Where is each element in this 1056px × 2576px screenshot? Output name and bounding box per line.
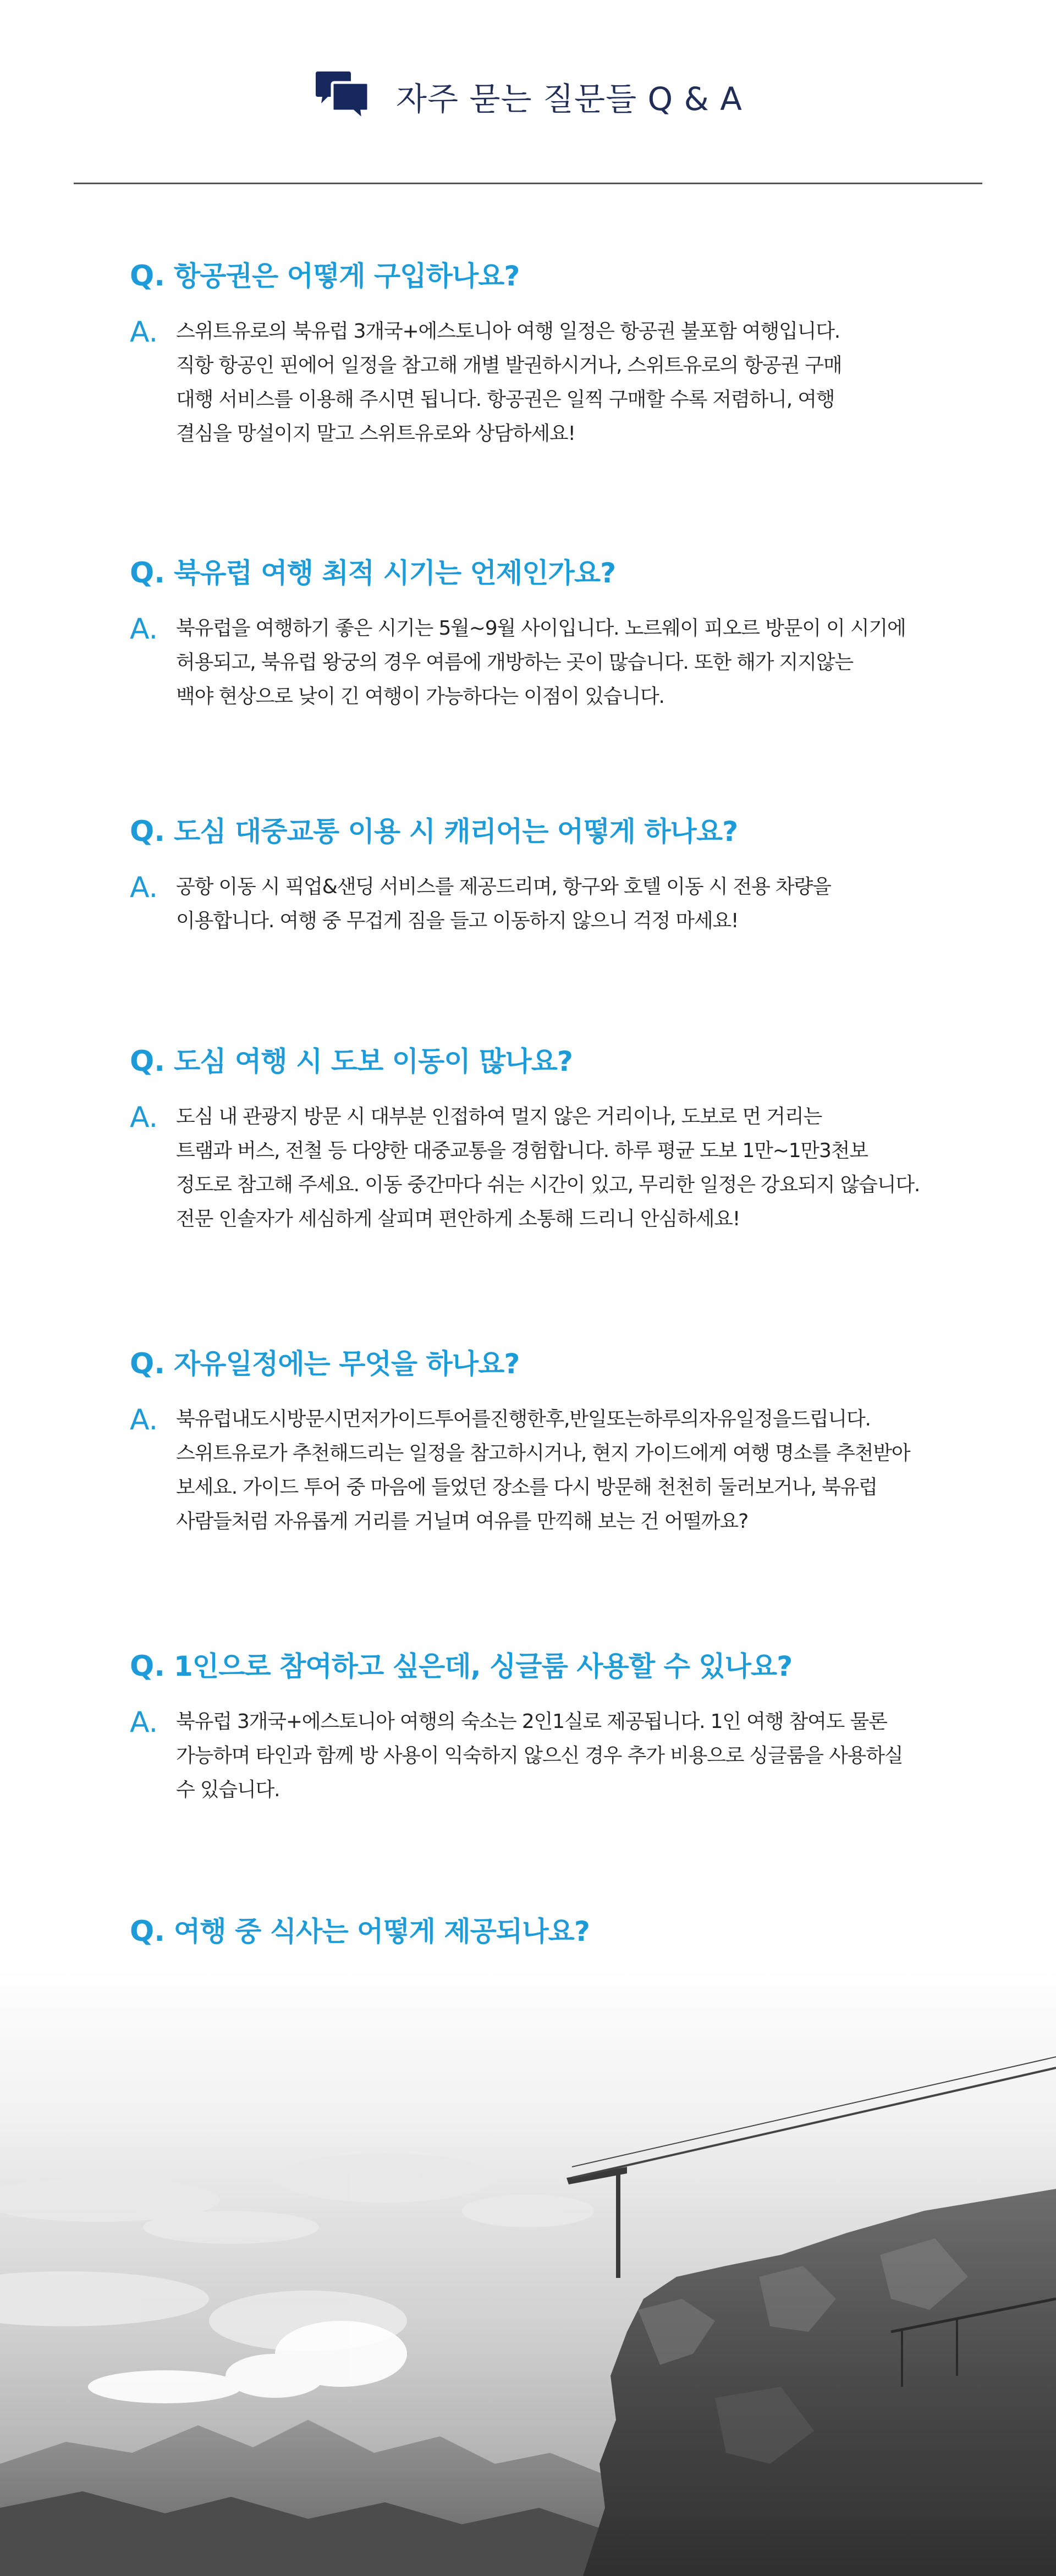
answer-line: 보세요. 가이드 투어 중 마음에 들었던 장소를 다시 방문해 천천히 둘러보거나, 북유럽 (176, 1476, 877, 1499)
answer-mark: A. (130, 871, 158, 904)
answer-line: 결심을 망설이지 말고 스위트유로와 상담하세요! (176, 422, 575, 445)
answer-text (176, 873, 955, 940)
faq-header (0, 70, 1056, 122)
answer-line: 직항 항공인 핀에어 일정을 참고해 개별 발권하시거나, 스위트유로의 항공권 구매 (176, 354, 842, 377)
answer-mark: A. (130, 1101, 158, 1134)
question-mark: Q. (130, 1650, 165, 1683)
question-row (130, 1644, 955, 1684)
page-title: 자주 묻는 질문들 Q & A (396, 80, 743, 118)
qa-item (130, 254, 955, 453)
answer-line: 스위트유로가 추천해드리는 일정을 참고하시거나, 현지 가이드에게 여행 명소를 추천받아 (176, 1442, 910, 1465)
qa-item (130, 1039, 955, 1239)
answer-text (176, 318, 955, 453)
answer-line: 대행 서비스를 이용해 주시면 됩니다. 항공권은 일찍 구매할 수록 저렴하니, 여행 (176, 388, 835, 411)
question-row (130, 810, 955, 849)
answer-line: 도심 내 관광지 방문 시 대부분 인접하여 멀지 않은 거리이나, 도보로 먼 거리는 (176, 1105, 822, 1128)
mountain-cliff-image (0, 1969, 1056, 2576)
answer-line: 북유럽 3개국+에스토니아 여행의 숙소는 2인1실로 제공됩니다. 1인 여행 참여도 물론 (176, 1710, 887, 1733)
question-mark: Q. (130, 1045, 165, 1078)
answer-line: 북유럽을 여행하기 좋은 시기는 5월~9월 사이입니다. 노르웨이 피오르 방문이 이 시기에 (176, 617, 906, 640)
landscape-illustration (0, 1969, 1056, 2576)
question-text: 항공권은 어떻게 구입하나요? (174, 260, 520, 292)
answer-line: 허용되고, 북유럽 왕궁의 경우 여름에 개방하는 곳이 많습니다. 또한 해가 지지않는 (176, 651, 853, 674)
answer-mark: A. (130, 613, 158, 646)
question-mark: Q. (130, 557, 165, 590)
answer-row (130, 1103, 955, 1239)
answer-text (176, 1103, 955, 1239)
answer-row (130, 318, 955, 453)
answer-line: 가능하며 타인과 함께 방 사용이 익숙하지 않으신 경우 추가 비용으로 싱글룸을 사용하실 (176, 1744, 903, 1767)
chat-bubbles-icon (314, 70, 371, 122)
qa-item (130, 810, 955, 940)
question-row (130, 1342, 955, 1381)
question-row (130, 254, 955, 294)
answer-line: 스위트유로의 북유럽 3개국+에스토니아 여행 일정은 항공권 불포함 여행입니다. (176, 320, 840, 343)
question-text: 도심 여행 시 도보 이동이 많나요? (174, 1045, 573, 1077)
question-text: 여행 중 식사는 어떻게 제공되나요? (174, 1916, 590, 1947)
answer-text (176, 615, 955, 716)
answer-line: 백야 현상으로 낮이 긴 여행이 가능하다는 이점이 있습니다. (176, 685, 664, 708)
question-row (130, 1039, 955, 1079)
answer-line: 사람들처럼 자유롭게 거리를 거닐며 여유를 만끽해 보는 건 어떨까요? (176, 1510, 748, 1533)
answer-mark: A. (130, 316, 158, 349)
answer-row (130, 1403, 955, 1541)
qa-item (130, 1644, 955, 1809)
answer-line: 전문 인솔자가 세심하게 살피며 편안하게 소통해 드리니 안심하세요! (176, 1208, 740, 1230)
answer-mark: A. (130, 1706, 158, 1739)
answer-mark: A. (130, 1403, 158, 1436)
answer-text (176, 1406, 955, 1541)
answer-line: 북유럽내도시방문시먼저가이드투어를진행한후,반일또는하루의자유일정을드립니다. (176, 1408, 871, 1430)
question-row (130, 1909, 955, 1949)
answer-line: 트램과 버스, 전철 등 다양한 대중교통을 경험합니다. 하루 평균 도보 1만~1만3천보 (176, 1140, 868, 1162)
answer-line: 이용합니다. 여행 중 무겁게 짐을 들고 이동하지 않으니 걱정 마세요! (176, 910, 739, 932)
question-text: 자유일정에는 무엇을 하나요? (174, 1348, 520, 1380)
qa-item (130, 1342, 955, 1541)
question-mark: Q. (130, 1915, 165, 1948)
question-text: 1인으로 참여하고 싶은데, 싱글룸 사용할 수 있나요? (174, 1650, 793, 1682)
question-row (130, 551, 955, 591)
question-mark: Q. (130, 815, 165, 848)
answer-line: 정도로 참고해 주세요. 이동 중간마다 쉬는 시간이 있고, 무리한 일정은 강요되지 않습니다. (176, 1174, 920, 1196)
question-mark: Q. (130, 1347, 165, 1380)
answer-row (130, 1708, 955, 1809)
qa-item (130, 551, 955, 716)
answer-line: 수 있습니다. (176, 1779, 280, 1801)
question-mark: Q. (130, 260, 165, 293)
question-text: 북유럽 여행 최적 시기는 언제인가요? (174, 557, 616, 589)
question-text: 도심 대중교통 이용 시 캐리어는 어떻게 하나요? (174, 816, 738, 847)
answer-row (130, 873, 955, 940)
header-divider (74, 183, 982, 184)
answer-row (130, 615, 955, 716)
header-inner (314, 70, 743, 122)
answer-line: 공항 이동 시 픽업&샌딩 서비스를 제공드리며, 항구와 호텔 이동 시 전용 차량을 (176, 876, 831, 898)
answer-text (176, 1708, 955, 1809)
